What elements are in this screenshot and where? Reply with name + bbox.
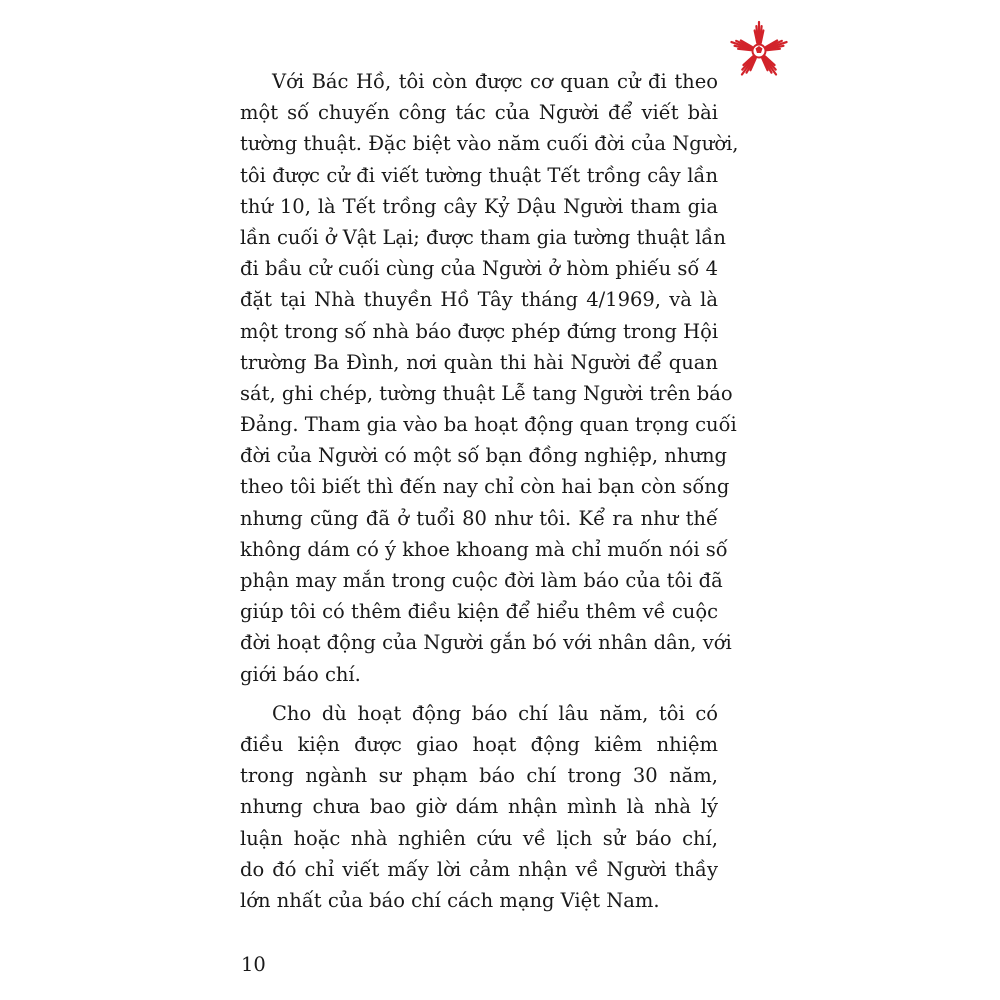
text-line: đặt tại Nhà thuyền Hồ Tây tháng 4/1969, và là: [240, 288, 718, 312]
text-line: đi bầu cử cuối cùng của Người ở hòm phiếu số 4: [240, 257, 718, 281]
text-line: đời của Người có một số bạn đồng nghiệp, nhưng: [240, 444, 727, 468]
text-line: giúp tôi có thêm điều kiện để hiểu thêm về cuộc: [240, 600, 718, 624]
text-line: do đó chỉ viết mấy lời cảm nhận về Người thầy: [240, 857, 718, 881]
text-line: không dám có ý khoe khoang mà chỉ muốn nói số: [240, 537, 728, 561]
emblem-ray: [767, 49, 780, 50]
text-line: phận may mắn trong cuộc đời làm báo của tôi đã: [240, 569, 723, 592]
page-number: 10: [241, 953, 266, 976]
text-line: theo tôi biết thì đến nay chỉ còn hai bạn còn sống: [240, 475, 730, 499]
paragraph-1: [240, 66, 739, 690]
star-emblem-svg: [728, 20, 790, 82]
text-line: luận hoặc nhà nghiên cứu về lịch sử báo chí,: [240, 826, 718, 850]
text-line: nhưng chưa bao giờ dám nhận mình là nhà lý: [240, 795, 718, 819]
text-line: sát, ghi chép, tường thuật Lễ tang Người trên báo: [240, 381, 733, 405]
text-line: điều kiện được giao hoạt động kiêm nhiệm: [240, 732, 718, 756]
text-line: đời hoạt động của Người gắn bó với nhân dân, với: [240, 631, 732, 655]
text-line: một trong số nhà báo được phép đứng trong Hội: [240, 319, 719, 343]
text-line: thứ 10, là Tết trồng cây Kỷ Dậu Người tham gia: [240, 194, 718, 218]
paragraph-2: [240, 698, 718, 916]
text-line: một số chuyến công tác của Người để viết bài: [240, 101, 718, 125]
body-text: [240, 66, 739, 916]
text-line: nhưng cũng đã ở tuổi 80 như tôi. Kể ra như thế: [240, 506, 718, 530]
text-line: Cho dù hoạt động báo chí lâu năm, tôi có: [272, 701, 718, 725]
star-emblem-icon: [728, 20, 790, 82]
text-line: tường thuật. Đặc biệt vào năm cuối đời của Người,: [240, 132, 739, 156]
text-line: Với Bác Hồ, tôi còn được cơ quan cử đi theo: [272, 70, 718, 93]
text-line: Đảng. Tham gia vào ba hoạt động quan trọng cuối: [240, 413, 737, 437]
text-line: lần cuối ở Vật Lại; được tham gia tường thuật lần: [240, 225, 726, 249]
text-line: giới báo chí.: [240, 662, 361, 686]
paragraph-spacer: [240, 690, 718, 698]
text-line: trong ngành sư phạm báo chí trong 30 năm,: [240, 764, 718, 788]
text-line: tôi được cử đi viết tường thuật Tết trồng cây lần: [240, 163, 718, 187]
text-line: trường Ba Đình, nơi quàn thi hài Người để quan: [240, 350, 718, 374]
text-line: lớn nhất của báo chí cách mạng Việt Nam.: [240, 888, 660, 912]
